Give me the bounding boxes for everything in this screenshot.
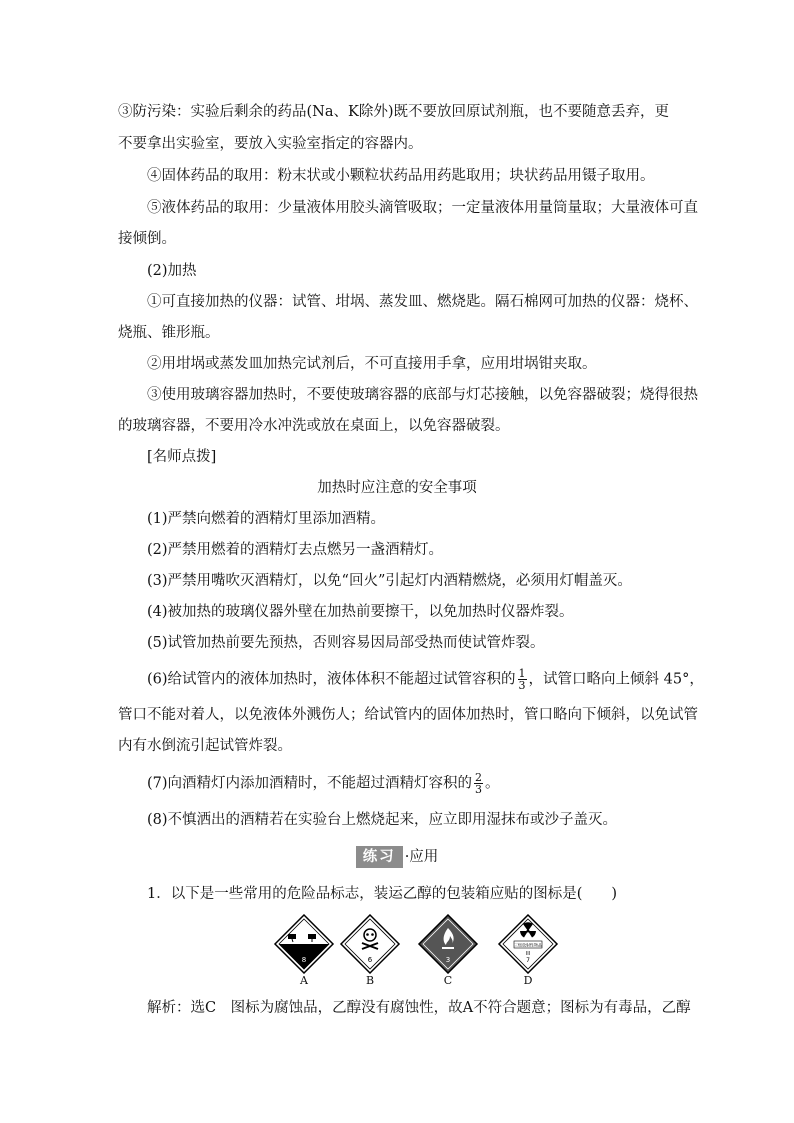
safety-item: (1)严禁向燃着的酒精灯里添加酒精。 [147,511,386,527]
hazard-sign-corrosive [266,914,342,990]
safety-item [147,668,704,691]
safety-item-text: (7)向酒精灯内添加酒精时，不能超过酒精灯容积的 [147,775,473,792]
practice-suffix: ·应用 [404,849,439,865]
text-line: 接倾倒。 [118,231,176,247]
text-line: 的玻璃容器，不要用冷水冲洗或放在桌面上，以免容器破裂。 [118,418,510,434]
question-text: 1．以下是一些常用的危险品标志，装运乙醇的包装箱应贴的图标是( ) [147,886,618,902]
practice-badge: 练习 [356,846,403,868]
fraction-one-third: $\frac{1}{3}$ [518,667,526,692]
safety-item: (3)严禁用嘴吹灭酒精灯，以免“回火”引起灯内酒精燃烧，必须用灯帽盖灭。 [147,573,632,589]
hazard-sign-radioactive [490,914,566,990]
text-line: ③使用玻璃容器加热时，不要使玻璃容器的底部与灯芯接触，以免容器破裂；烧得很热 [147,387,698,403]
text-line: ③防污染：实验后剩余的药品(Na、K除外)既不要放回原试剂瓶，也不要随意丢弃，更 [118,104,669,120]
sign-label: A [300,974,308,987]
section-heading: (2)加热 [147,263,197,279]
tip-heading: [名师点拨] [147,449,217,465]
svg-text:III: III [525,951,531,957]
safety-item-text: ，试管口略向上倾斜 45°， [528,671,704,688]
text-line: ②用坩埚或蒸发皿加热完试剂后，不可直接用手拿，应用坩埚钳夹取。 [147,356,597,372]
safety-item [147,772,500,795]
svg-text:7: 7 [526,957,530,964]
flame-icon [410,914,486,974]
sign-label: D [523,974,533,987]
hazard-signs [0,914,794,994]
svg-text:6: 6 [367,956,373,964]
safety-item-text: (6)给试管内的液体加热时，液体体积不能超过试管容积的 [147,671,516,688]
skull-icon [332,914,408,974]
safety-item: (8)不慎洒出的酒精若在实验台上燃烧起来，应立即用湿抹布或沙子盖灭。 [147,812,618,828]
text-line: 内有水倒流引起试管炸裂。 [118,738,292,754]
svg-text:三级放射性物品: 三级放射性物品 [514,942,542,948]
radiation-icon [490,914,566,974]
sign-label: B [365,974,375,987]
sign-label: C [443,974,453,987]
safety-item: (2)严禁用燃着的酒精灯去点燃另一盏酒精灯。 [147,542,444,558]
text-line: 烧瓶、锥形瓶。 [118,325,220,341]
safety-title: 加热时应注意的安全事项 [317,480,477,496]
hazard-sign-toxic [332,914,408,990]
fraction-two-thirds: $\frac{2}{3}$ [475,771,483,796]
text-line: 不要拿出实验室，要放入实验室指定的容器内。 [118,136,423,152]
text-line: 管口不能对着人，以免液体外溅伤人；给试管内的固体加热时，管口略向下倾斜，以免试管 [118,707,698,723]
corrosive-icon [266,914,342,974]
safety-item-text: 。 [485,775,500,792]
safety-item: (4)被加热的玻璃仪器外壁在加热前要擦干，以免加热时仪器炸裂。 [147,604,574,620]
safety-item: (5)试管加热前要先预热，否则容易因局部受热而使试管炸裂。 [147,635,545,651]
analysis-text: 解析：选C 图标为腐蚀品，乙醇没有腐蚀性，故A不符合题意；图标为有毒品，乙醇 [147,1000,691,1016]
hazard-sign-flammable [410,914,486,990]
svg-text:8: 8 [301,956,307,964]
text-line: ④固体药品的取用：粉末状或小颗粒状药品用药匙取用；块状药品用镊子取用。 [147,168,655,184]
text-line: ①可直接加热的仪器：试管、坩埚、蒸发皿、燃烧匙。隔石棉网可加热的仪器：烧杯、 [147,294,698,310]
text-line: ⑤液体药品的取用：少量液体用胶头滴管吸取；一定量液体用量筒量取；大量液体可直 [147,200,698,216]
practice-header [0,846,794,868]
svg-text:3: 3 [445,956,451,964]
